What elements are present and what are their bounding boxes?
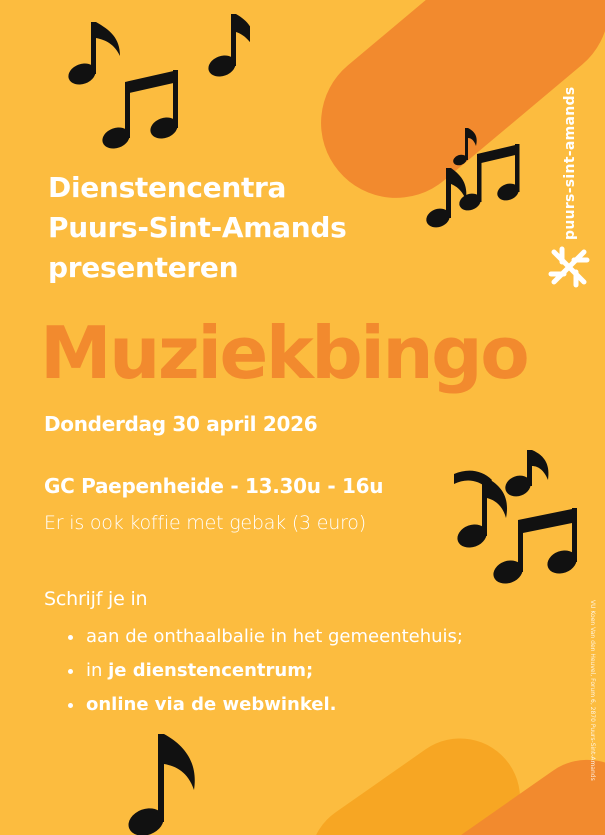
event-coffee-note: Er is ook koffie met gebak (3 euro) bbox=[44, 512, 366, 534]
puurs-sint-amands-logo-icon bbox=[548, 246, 590, 288]
signup-list bbox=[68, 620, 463, 722]
header-line-1: Dienstencentra bbox=[48, 171, 287, 204]
header-line-3: presenteren bbox=[48, 251, 239, 284]
publisher-statement: VU Koen Van den Heuvel, Forum 6, 2870 Puurs-Sint-Amands bbox=[589, 600, 596, 781]
music-notes-icon-top-right bbox=[420, 120, 530, 240]
signup-item-service-center-prefix: in bbox=[86, 660, 109, 681]
signup-item-webshop bbox=[68, 688, 463, 722]
signup-item-service-center-bold: je dienstencentrum; bbox=[108, 660, 314, 681]
signup-item-town-hall-text: aan de onthaalbalie in het gemeentehuis; bbox=[86, 626, 463, 647]
signup-item-webshop-text: online via de webwinkel. bbox=[86, 694, 337, 715]
signup-title: Schrijf je in bbox=[44, 588, 148, 610]
music-notes-icon-middle-right bbox=[448, 444, 588, 594]
brand-name: puurs-sint-amands bbox=[562, 86, 578, 240]
music-notes-icon-top-left bbox=[60, 8, 250, 158]
event-venue-time: GC Paepenheide - 13.30u - 16u bbox=[44, 474, 384, 498]
event-title: Muziekbingo bbox=[40, 311, 528, 395]
music-note-icon-bottom-left bbox=[120, 730, 220, 835]
signup-item-service-center bbox=[68, 654, 463, 688]
header-presenters bbox=[48, 168, 346, 288]
header-line-2: Puurs-Sint-Amands bbox=[48, 211, 347, 244]
signup-item-town-hall bbox=[68, 620, 463, 654]
event-date: Donderdag 30 april 2026 bbox=[44, 412, 318, 436]
